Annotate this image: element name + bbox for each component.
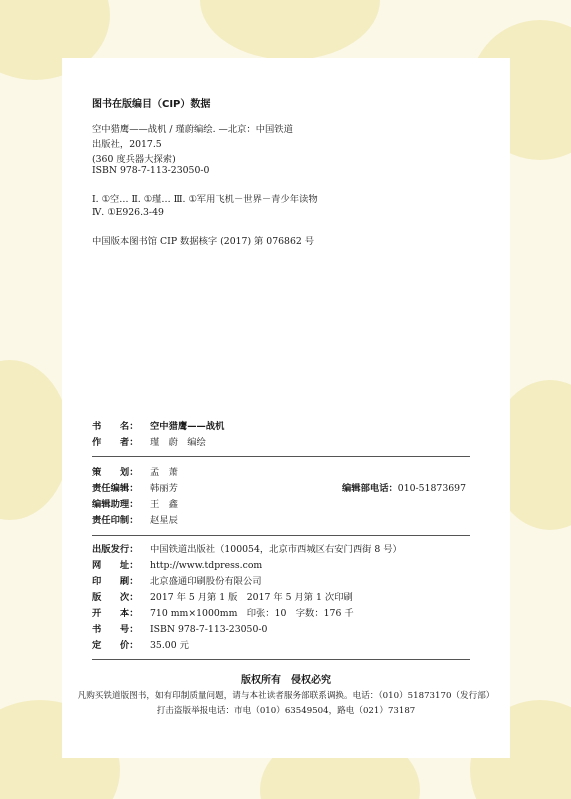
price-row: [92, 639, 189, 653]
format-row: [92, 607, 354, 621]
assistant-label: 编辑助理：: [92, 499, 139, 510]
divider: [92, 659, 470, 660]
dept-phone-field: [342, 482, 466, 496]
print-manager-value: 赵星辰: [150, 515, 178, 526]
title-label: 书 名：: [92, 421, 139, 432]
publisher-label: 出版发行：: [92, 544, 139, 555]
cip-line: (360 度兵器大探索): [92, 154, 176, 165]
cip-line: Ⅰ. ①空… Ⅱ. ①瑾… Ⅲ. ①军用飞机－世界－青少年读物: [92, 194, 318, 205]
editor-label: 责任编辑：: [92, 483, 139, 494]
print-manager-label: 责任印制：: [92, 515, 139, 526]
publisher-row: [92, 543, 402, 557]
dept-phone-label: 编辑部电话：: [342, 483, 398, 494]
quality-notice: 凡购买铁道版图书，如有印制质量问题，请与本社读者服务部联系调换。电话：（010）51873170（发行部）: [77, 691, 495, 701]
planner-row: [92, 466, 178, 480]
cip-line: ISBN 978-7-113-23050-0: [92, 165, 210, 176]
assistant-value: 王 鑫: [150, 499, 178, 510]
divider: [92, 535, 470, 536]
cip-number-line: 中国版本图书馆 CIP 数据核字 (2017) 第 076862 号: [92, 236, 315, 247]
title-row: [92, 420, 224, 434]
bg-blob: [0, 360, 70, 520]
author-value: 瑾 蔚 编绘: [150, 437, 206, 448]
cip-heading: 图书在版编目（CIP）数据: [92, 99, 211, 110]
price-value: 35.00 元: [150, 640, 189, 651]
author-row: [92, 436, 206, 450]
editor-value: 韩丽芳: [150, 483, 178, 494]
printer-value: 北京盛通印刷股份有限公司: [150, 576, 262, 587]
isbn-label: 书 号：: [92, 624, 139, 635]
printer-label: 印 刷：: [92, 576, 139, 587]
cip-line: Ⅳ. ①E926.3-49: [92, 207, 164, 218]
divider: [92, 456, 470, 457]
editor-row: [92, 482, 467, 496]
author-label: 作 者：: [92, 437, 139, 448]
planner-value: 孟 萧: [150, 467, 178, 478]
edition-label: 版 次：: [92, 592, 139, 603]
url-value: http://www.tdpress.com: [150, 560, 263, 571]
format-value: 710 mm×1000mm 印张：10 字数：176 千: [150, 608, 354, 619]
planner-label: 策 划：: [92, 467, 139, 478]
piracy-report: 打击盗版举报电话：市电（010）63549504，路电（021）73187: [156, 706, 416, 716]
printer-row: [92, 575, 262, 589]
url-label: 网 址：: [92, 560, 139, 571]
cip-line: 出版社，2017.5: [92, 139, 162, 150]
edition-row: [92, 591, 353, 605]
publisher-value: 中国铁道出版社（100054，北京市西城区右安门西街 8 号）: [150, 544, 402, 555]
isbn-row: [92, 623, 267, 637]
isbn-value: ISBN 978-7-113-23050-0: [150, 624, 268, 635]
dept-phone-value: 010-51873697: [397, 483, 467, 494]
rights-statement: 版权所有 侵权必究: [241, 675, 331, 686]
bg-blob: [200, 0, 380, 60]
cip-line: 空中猎鹰——战机 / 瑾蔚编绘. —北京：中国铁道: [92, 124, 293, 135]
edition-value: 2017 年 5 月第 1 版 2017 年 5 月第 1 次印刷: [150, 592, 353, 603]
assistant-row: [92, 498, 178, 512]
price-label: 定 价：: [92, 640, 139, 651]
print-manager-row: [92, 514, 178, 528]
format-label: 开 本：: [92, 608, 139, 619]
title-value: 空中猎鹰——战机: [150, 421, 225, 432]
url-row: [92, 559, 262, 573]
